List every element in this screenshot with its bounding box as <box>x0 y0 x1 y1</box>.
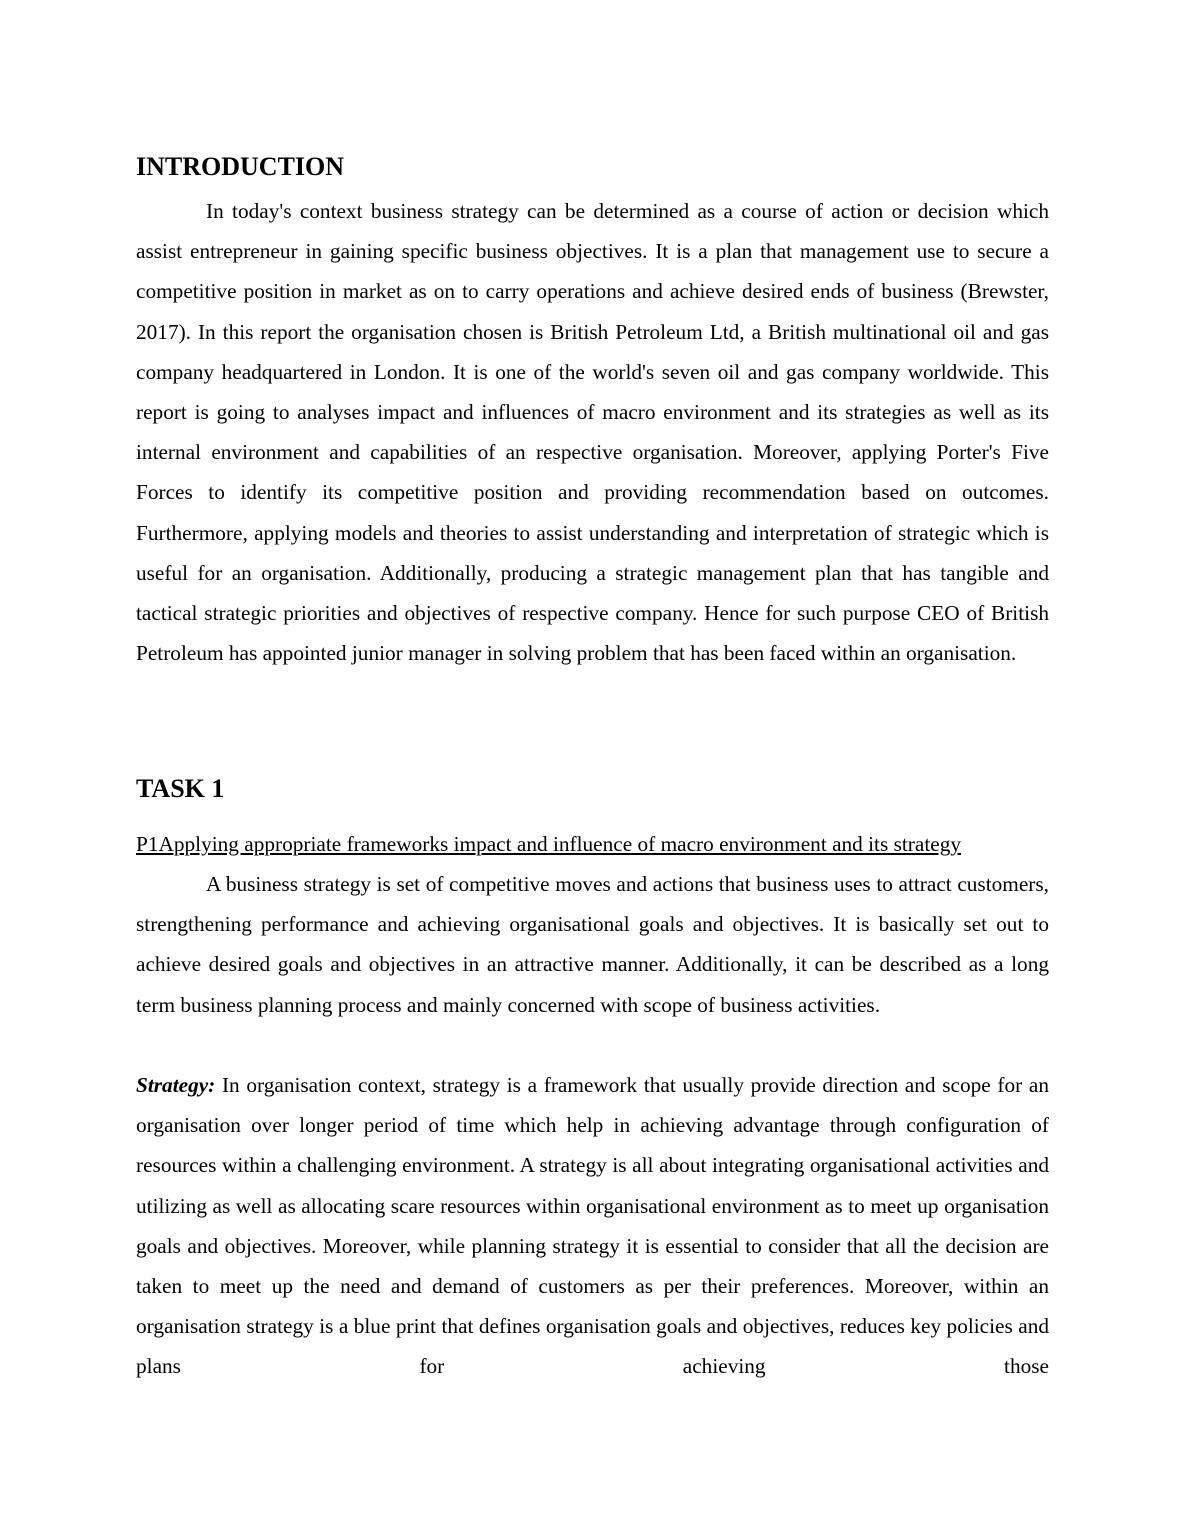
strategy-term: Strategy: <box>136 1073 216 1097</box>
introduction-paragraph: In today's context business strategy can be determined as a course of action or decision which assist entrepreneur in gaining specific business objectives. It is a plan that management use to secure a competitive position in market as on to carry operations and achieve desired ends of business (Brewster, 2017). In this report the organisation chosen is British Petroleum Ltd, a British multinational oil and gas company headquartered in London. It is one of the world's seven oil and gas company worldwide. This report is going to analyses impact and influences of macro environment and its strategies as well as its internal environment and capabilities of an respective organisation. Moreover, applying Porter's Five Forces to identify its competitive position and providing recommendation based on outcomes. Furthermore, applying models and theories to assist understanding and interpretation of strategic which is useful for an organisation. Additionally, producing a strategic management plan that has tangible and tactical strategic priorities and objectives of respective company. Hence for such purpose CEO of British Petroleum has appointed junior manager in solving problem that has been faced within an organisation. <box>136 199 1049 666</box>
task1-subheading: P1Applying appropriate frameworks impact and influence of macro environment and its strategy <box>136 832 962 856</box>
introduction-heading: INTRODUCTION <box>136 152 345 181</box>
task1-heading: TASK 1 <box>136 774 225 803</box>
strategy-paragraph <box>136 1065 1049 1387</box>
strategy-text: In organisation context, strategy is a framework that usually provide direction and scope for an organisation over longer period of time which help in achieving advantage through configuration of resources within a challenging environment. A strategy is all about integrating organisational activities and utilizing as well as allocating scare resources within organisational environment as to meet up organisation goals and objectives. Moreover, while planning strategy it is essential to consider that all the decision are taken to meet up the need and demand of customers as per their preferences. Moreover, within an organisation strategy is a blue print that defines organisation goals and objectives, reduces key policies and plans for achieving those <box>136 1073 1049 1379</box>
task1-paragraph: A business strategy is set of competitive moves and actions that business uses to attract customers, strengthening performance and achieving organisational goals and objectives. It is basically set out to achieve desired goals and objectives in an attractive manner. Additionally, it can be described as a long term business planning process and mainly concerned with scope of business activities. <box>136 872 1049 1017</box>
